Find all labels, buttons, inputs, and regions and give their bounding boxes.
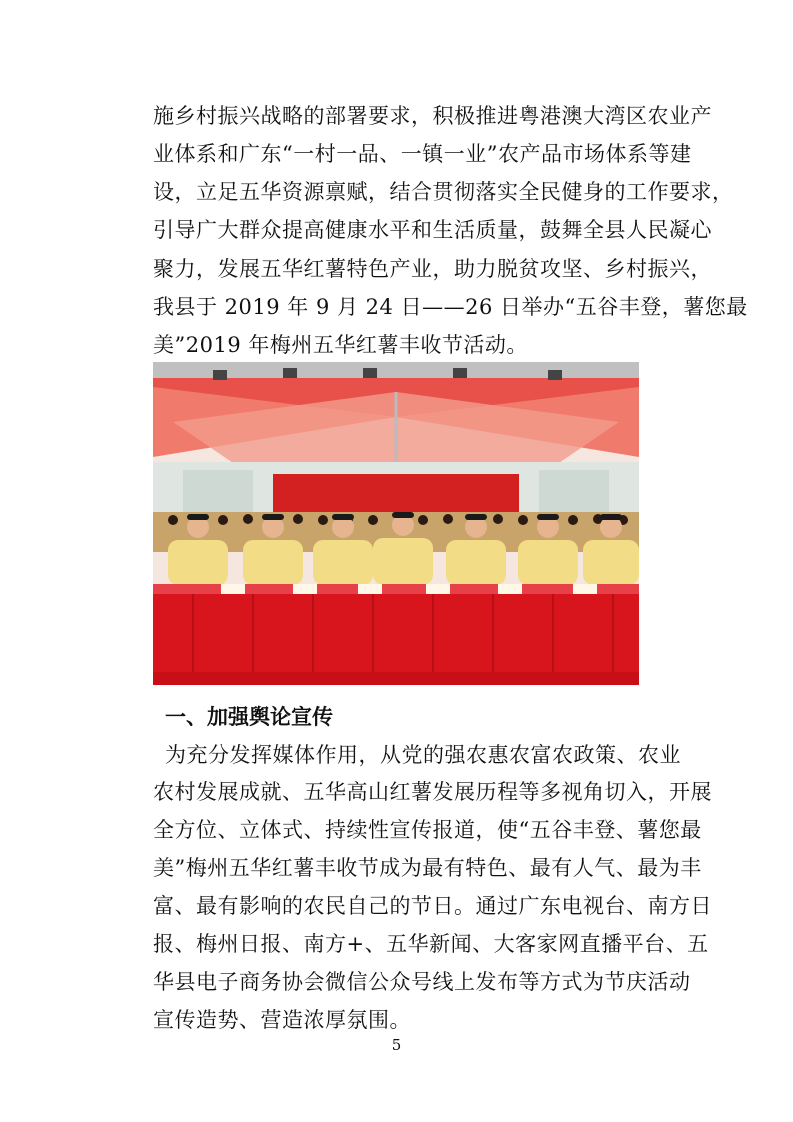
paragraph-line: 我县于 2019 年 9 月 24 日——26 日举办“五谷丰登，薯您最 (153, 295, 748, 319)
paragraph-line: 引导广大群众提高健康水平和生活质量，鼓舞全县人民凝心 (153, 218, 712, 242)
paragraph-line: 美”梅州五华红薯丰收节成为最有特色、最有人气、最为丰 (153, 856, 702, 880)
page-number: 5 (391, 1036, 402, 1054)
event-photo (153, 362, 639, 685)
paragraph-line: 全方位、立体式、持续性宣传报道，使“五谷丰登、薯您最 (153, 818, 702, 842)
paragraph-line: 宣传造势、营造浓厚氛围。 (153, 1008, 411, 1032)
paragraph-line: 华县电子商务协会微信公众号线上发布等方式为节庆活动 (153, 970, 691, 994)
paragraph-line: 富、最有影响的农民自己的节日。通过广东电视台、南方日 (153, 894, 712, 918)
paragraph-line: 报、梅州日报、南方+、五华新闻、大客家网直播平台、五 (153, 932, 709, 956)
paragraph-line: 业体系和广东“一村一品、一镇一业”农产品市场体系等建 (153, 142, 692, 166)
paragraph-line: 为充分发挥媒体作用，从党的强农惠农富农政策、农业 (165, 743, 681, 767)
section-heading: 一、加强舆论宣传 (165, 705, 333, 729)
paragraph-line: 设，立足五华资源禀赋，结合贯彻落实全民健身的工作要求， (153, 180, 734, 204)
paragraph-line: 聚力，发展五华红薯特色产业，助力脱贫攻坚、乡村振兴， (153, 257, 712, 281)
paragraph-line: 农村发展成就、五华高山红薯发展历程等多视角切入，开展 (153, 780, 712, 804)
paragraph-line: 施乡村振兴战略的部署要求，积极推进粤港澳大湾区农业产 (153, 104, 712, 128)
paragraph-line: 美”2019 年梅州五华红薯丰收节活动。 (153, 333, 528, 357)
